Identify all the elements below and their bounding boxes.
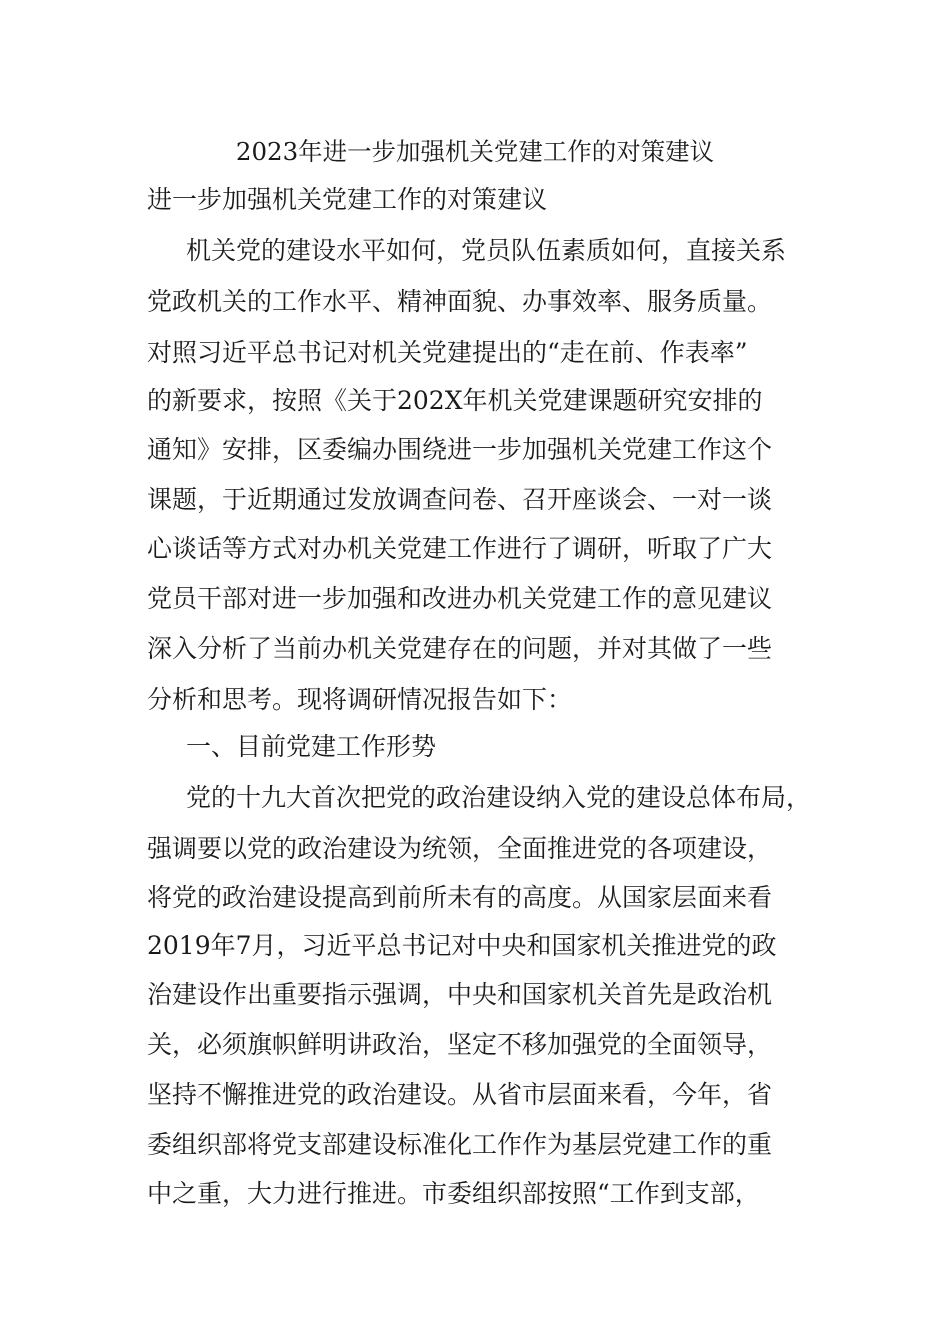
paragraph-line: 党员干部对进一步加强和改进办机关党建工作的意见建议 [147, 584, 773, 613]
paragraph-line: 深入分析了当前办机关党建存在的问题，并对其做了一些 [147, 634, 773, 663]
paragraph-line: 课题，于近期通过发放调查问卷、召开座谈会、一对一谈 [147, 485, 773, 514]
paragraph-line: 2019年7月，习近平总书记对中央和国家机关推进党的政 [147, 931, 777, 960]
paragraph-line: 分析和思考。现将调研情况报告如下： [147, 685, 573, 714]
paragraph-line: 中之重，大力进行推进。市委组织部按照“工作到支部， [147, 1179, 760, 1208]
document-subtitle: 进一步加强机关党建工作的对策建议 [147, 185, 548, 214]
paragraph-line: 坚持不懈推进党的政治建设。从省市层面来看，今年，省 [147, 1080, 773, 1109]
section-heading: 一、目前党建工作形势 [186, 732, 437, 761]
paragraph-line: 对照习近平总书记对机关党建提出的“走在前、作表率” [147, 338, 748, 367]
paragraph-line: 关，必须旗帜鲜明讲政治，坚定不移加强党的全面领导， [147, 1030, 773, 1059]
paragraph-line: 心谈话等方式对办机关党建工作进行了调研，听取了广大 [147, 534, 773, 563]
paragraph-line: 党的十九大首次把党的政治建设纳入党的建设总体布局， [186, 783, 812, 812]
paragraph-line: 委组织部将党支部建设标准化工作作为基层党建工作的重 [147, 1130, 773, 1159]
paragraph-line: 机关党的建设水平如何，党员队伍素质如何，直接关系 [186, 236, 787, 265]
paragraph-line: 通知》安排，区委编办围绕进一步加强机关党建工作这个 [147, 435, 773, 464]
paragraph-line: 治建设作出重要指示强调，中央和国家机关首先是政治机 [147, 980, 773, 1009]
paragraph-line: 强调要以党的政治建设为统领，全面推进党的各项建设， [147, 834, 773, 863]
paragraph-line: 将党的政治建设提高到前所未有的高度。从国家层面来看 [147, 883, 773, 912]
document-title: 2023年进一步加强机关党建工作的对策建议 [235, 137, 715, 166]
paragraph-line: 党政机关的工作水平、精神面貌、办事效率、服务质量。 [147, 287, 773, 316]
paragraph-line: 的新要求，按照《关于202X年机关党建课题研究安排的 [147, 386, 763, 415]
